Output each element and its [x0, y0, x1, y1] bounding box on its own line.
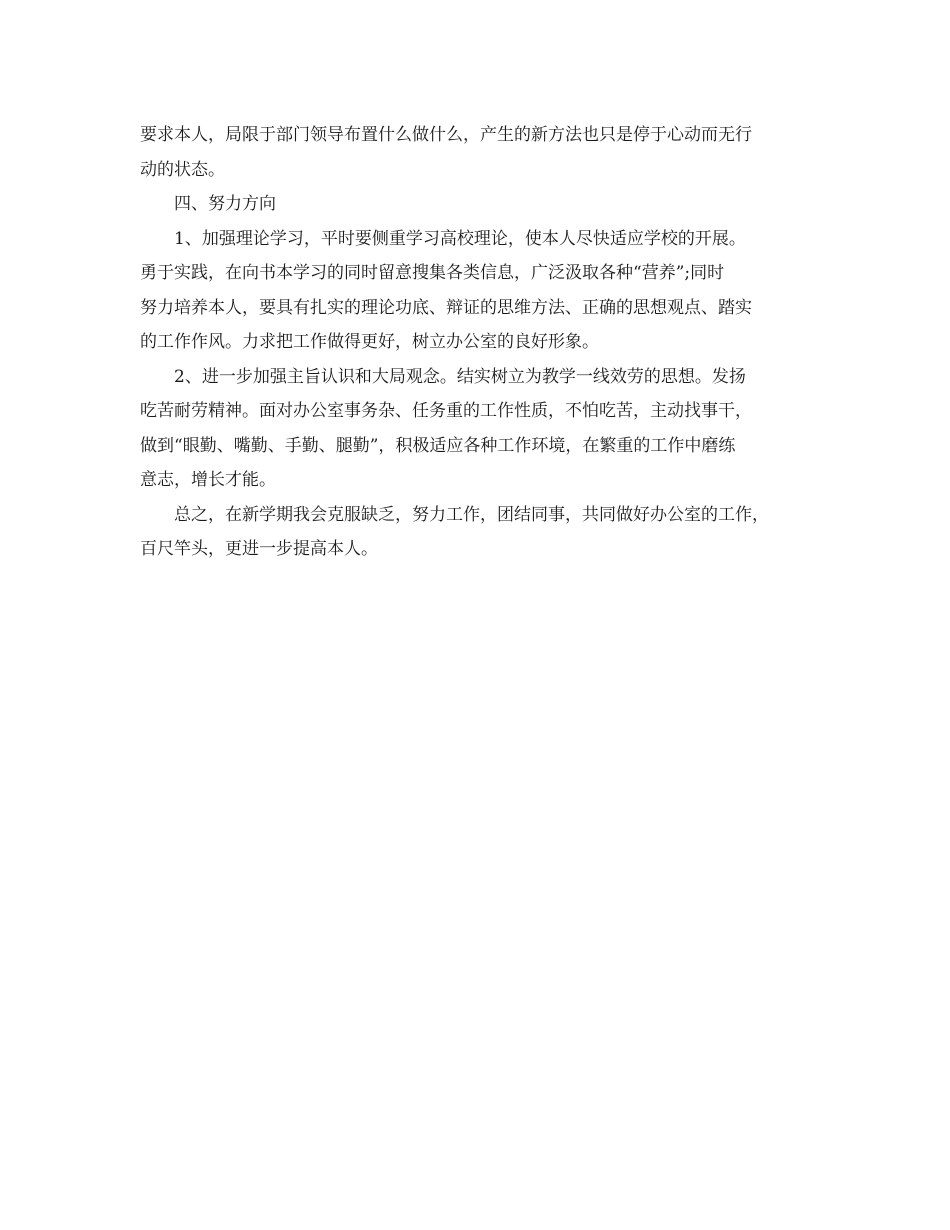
text-line: 1、加强理论学习，平时要侧重学习高校理论，使本人尽快适应学校的开展。 [174, 228, 746, 249]
text-line: 勇于实践，在向书本学习的同时留意搜集各类信息，广泛汲取各种“营养”;同时 [140, 263, 725, 283]
section-heading: 四、努力方向 [174, 194, 276, 214]
body-text [140, 118, 840, 567]
text-line: 做到“眼勤、嘴勤、手勤、腿勤”，积极适应各种工作环境，在繁重的工作中磨练 [140, 435, 736, 456]
text-line: 动的状态。 [140, 159, 225, 180]
text-line: 总之，在新学期我会克服缺乏，努力工作，团结同事，共同做好办公室的工作， [174, 504, 769, 525]
text-line: 意志，增长才能。 [140, 470, 276, 490]
text-line: 要求本人，局限于部门领导布置什么做什么，产生的新方法也只是停于心动而无行 [140, 125, 752, 145]
text-line: 百尺竿头，更进一步提高本人。 [140, 539, 378, 559]
text-line: 2、进一步加强主旨认识和大局观念。结实树立为教学一线效劳的思想。发扬 [174, 366, 746, 387]
text-line: 的工作作风。力求把工作做得更好，树立办公室的良好形象。 [140, 332, 599, 352]
text-line: 吃苦耐劳精神。面对办公室事务杂、任务重的工作性质，不怕吃苦，主动找事干， [140, 401, 752, 421]
text-line: 努力培养本人，要具有扎实的理论功底、辩证的思维方法、正确的思想观点、踏实 [140, 297, 752, 318]
